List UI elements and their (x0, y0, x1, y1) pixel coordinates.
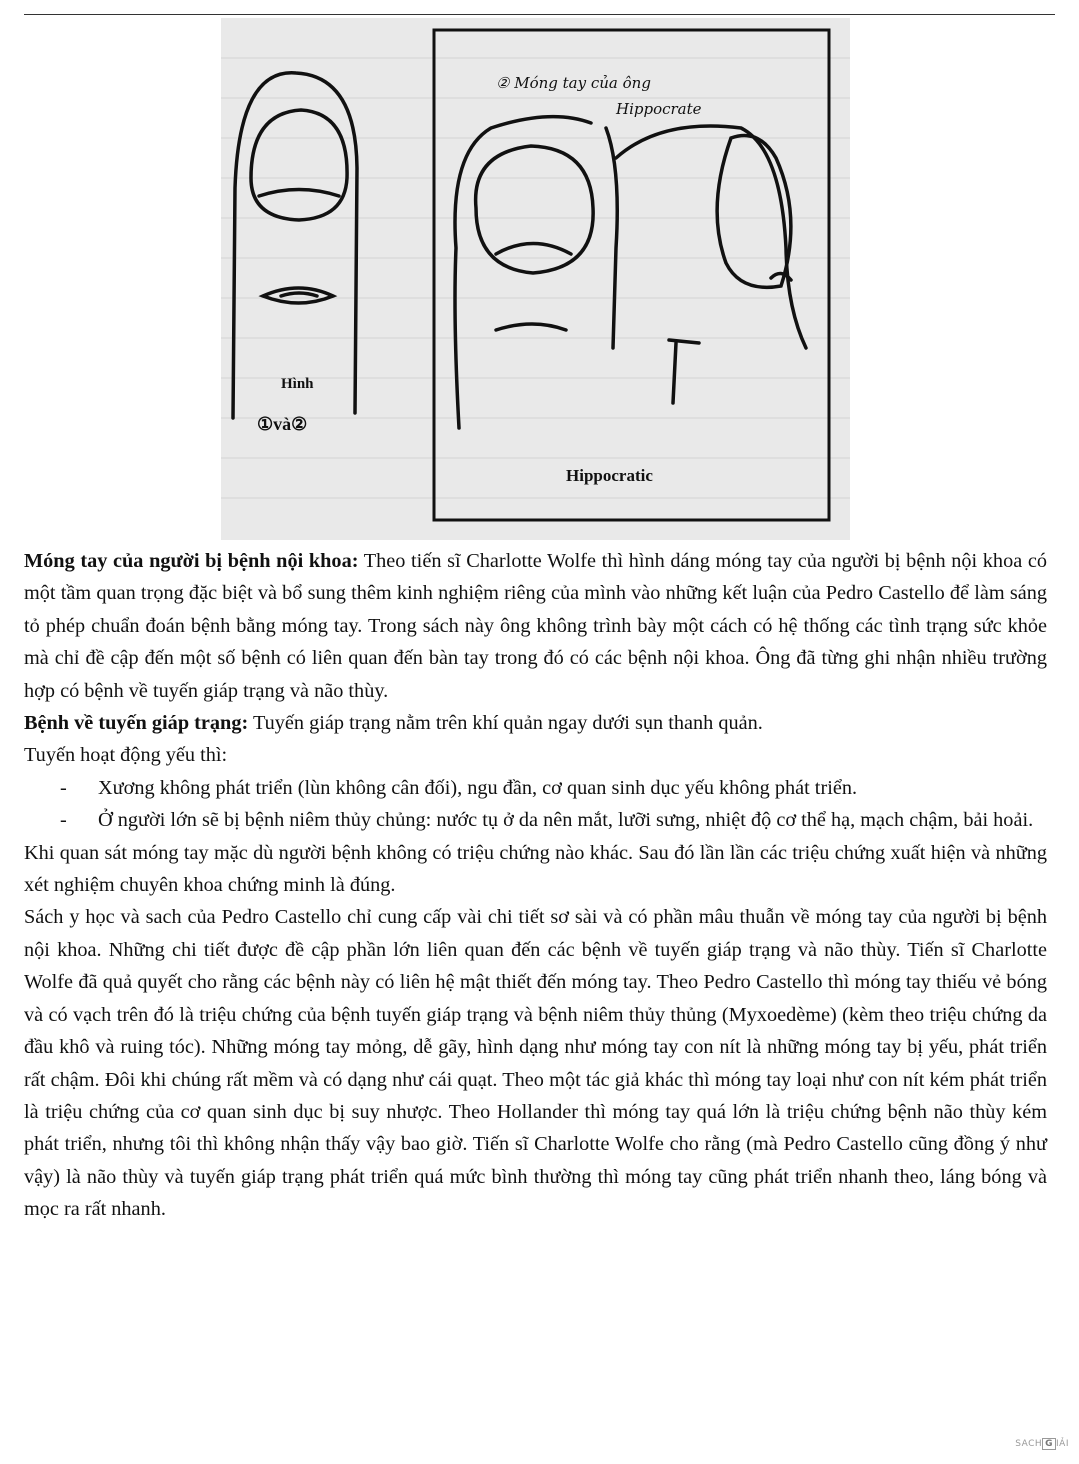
right-nail (717, 136, 791, 288)
heading-nails-internal-disease: Móng tay của người bị bệnh nội khoa: (24, 550, 359, 572)
heading-thyroid: Bệnh về tuyến giáp trạng: (24, 712, 249, 735)
watermark-text: SACH (1015, 1439, 1043, 1449)
list-item (24, 804, 1047, 836)
watermark-text: IẢI (1056, 1439, 1069, 1449)
header-rule (24, 14, 1055, 15)
list-dash: - (60, 809, 67, 832)
fingernail-illustration (221, 18, 850, 540)
figure-label-hinh: Hình (281, 376, 314, 392)
center-nail-lunula (496, 244, 571, 255)
list-item (24, 772, 1047, 804)
list-dash: - (60, 776, 67, 799)
center-finger-right (606, 128, 617, 348)
left-knuckle-crease (263, 288, 333, 303)
fingernail-drawing (221, 18, 850, 540)
left-nail (251, 110, 347, 220)
paragraph-observation: Khi quan sát móng tay mặc dù người bệnh không có triệu chứng nào khác. Sau đó lần lần các triệu chứng xuất hiện và những xét nghiệm chuyên khoa chứng minh là đúng. (24, 841, 1047, 897)
figure-caption-line2: Hippocrate (616, 100, 702, 118)
list-item-text: Ở người lớn sẽ bị bệnh niêm thủy chủng: nước tụ ở da nên mắt, lưỡi sưng, nhiệt độ cơ thể hạ, mạch chậm, bải hoải. (98, 809, 1034, 832)
figure-caption-line1: ② Móng tay của ông (496, 74, 651, 92)
left-finger-outline (233, 73, 357, 418)
paragraph-nails-internal-disease (24, 545, 1047, 707)
figure-label-numbers: ①và② (257, 414, 308, 434)
paragraph-body: Theo tiến sĩ Charlotte Wolfe thì hình dáng móng tay của người bị bệnh nội khoa có một tầm quan trọng đặc biệt và bổ sung thêm kinh nghiệm riêng của mình vào những kết luận của Pedro Castello để làm sáng tỏ phép chuẩn đoán bệnh bằng móng tay. Trong sách này ông không trình bày một cách có hệ thống các tình trạng sức khỏe mà chỉ đề cập đến một số bệnh có liên quan đến bàn tay trong đó có các bệnh nội khoa. Ông đã từng ghi nhận nhiều trường hợp có bệnh về tuyến giáp trạng và não thùy. (24, 550, 1047, 702)
paragraph-weak-gland: Tuyến hoạt động yếu thì: (24, 744, 228, 767)
paragraph-medical-books: Sách y học và sach của Pedro Castello chỉ cung cấp vài chi tiết sơ sài và có phần mâu thuẫn về móng tay của người bị bệnh nội khoa. Những chi tiết được đề cập phần lớn liên quan đến các bệnh về tuyến giáp trạng và não thùy. Tiến sĩ Charlotte Wolfe đã quả quyết cho rằng các bệnh này có liên hệ mật thiết đến móng tay. Theo Pedro Castello thì móng tay thiếu vẻ bóng và có vạch trên đó là triệu chứng của bệnh tuyến giáp trạng và bệnh niêm thủy thủng (Myxoedème) (kèm theo triệu chứng da đầu khô và ruing tóc). Những móng tay mỏng, dễ gãy, hình dạng như móng tay con nít là những móng tay bị yếu, phát triển rất chậm. Đôi khi chúng rất mềm và có dạng như cái quạt. Theo một tác giả khác thì móng tay loại như con nít kém phát triển là triệu chứng của cơ quan sinh dục bị suy nhược. Theo Hollander thì móng tay quá lớn là triệu chứng bệnh não thùy kém phát triển, nhưng tôi thì không nhận thấy vậy bao giờ. Tiến sĩ Charlotte Wolfe cho rằng (mà Pedro Castello cũng đồng ý như vậy) là não thùy và tuyến giáp trạng phát triển quá mức bình thường thì móng tay cũng phát triển nhanh theo, láng bóng và mọc ra rất nhanh. (24, 906, 1047, 1221)
center-nail (476, 146, 594, 273)
watermark-mark: G (1042, 1438, 1056, 1450)
figure-label-hippocratic: Hippocratic (566, 466, 653, 485)
center-knuckle-crease (496, 324, 566, 330)
paragraph-body: Tuyến giáp trạng nằm trên khí quản ngay dưới sụn thanh quản. (248, 712, 763, 735)
body-text (24, 545, 1047, 1226)
watermark-logo (1015, 1438, 1069, 1450)
left-nail-lunula (259, 190, 339, 197)
list-item-text: Xương không phát triển (lùn không cân đối), ngu đần, cơ quan sinh dục yếu không phát triển. (98, 776, 858, 799)
symptom-list (24, 772, 1047, 837)
paragraph-thyroid (24, 707, 1047, 739)
